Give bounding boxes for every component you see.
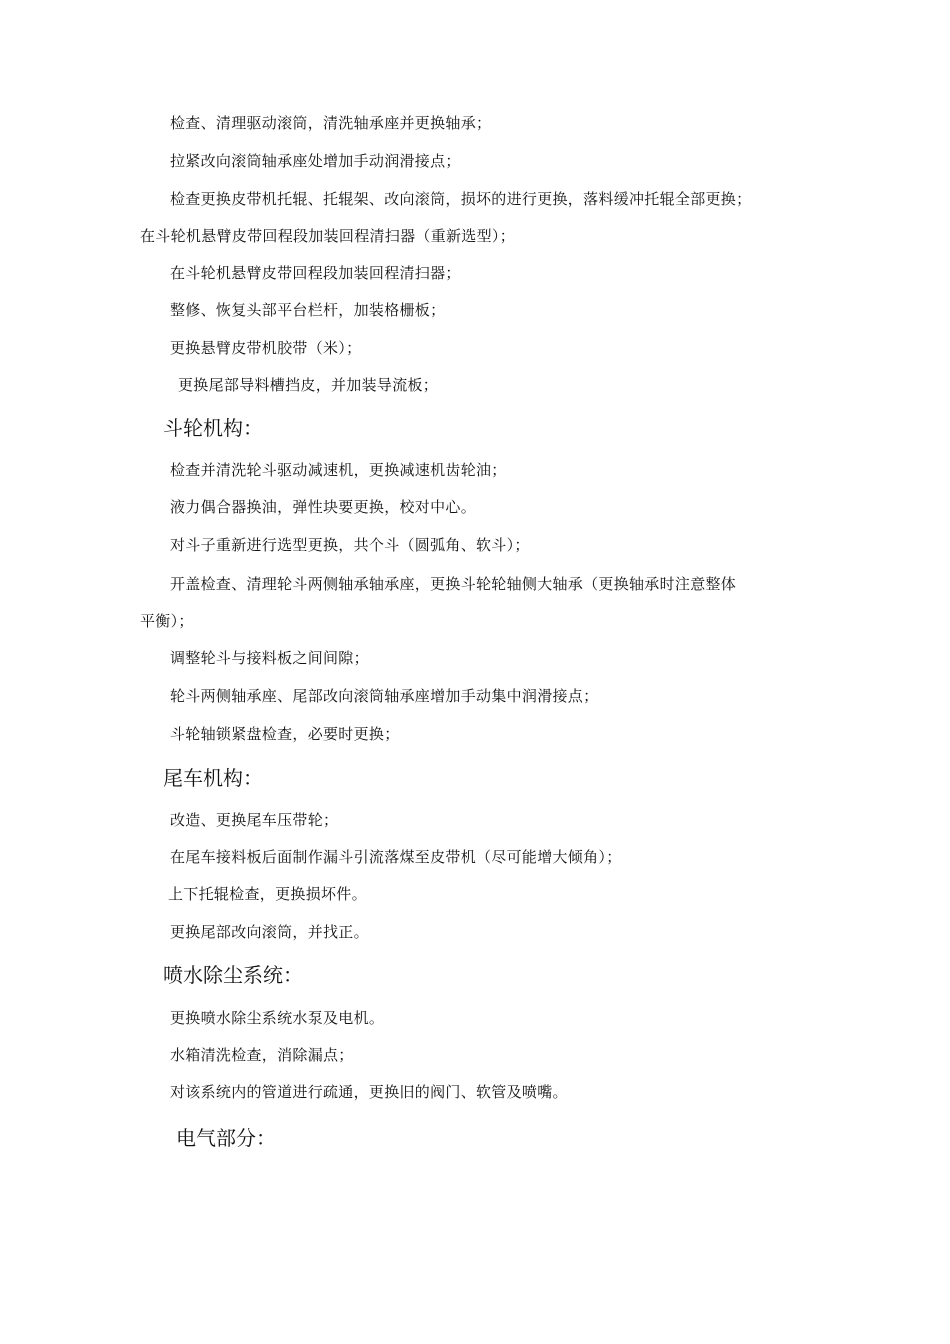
section-heading: 尾车机构： [163,766,263,790]
text-line: 检查、清理驱动滚筒，清洗轴承座并更换轴承； [170,114,492,132]
text-line: 更换悬臂皮带机胶带（米）； [170,339,362,357]
section-heading: 斗轮机构： [163,416,263,440]
text-line: 改造、更换尾车压带轮； [170,811,339,829]
text-line: 在斗轮机悬臂皮带回程段加装回程清扫器； [170,264,461,282]
text-line: 整修、恢复头部平台栏杆，加装格栅板； [170,301,446,319]
text-line: 在斗轮机悬臂皮带回程段加装回程清扫器（重新选型）； [140,227,516,245]
text-line: 开盖检查、清理轮斗两侧轴承轴承座，更换斗轮轮轴侧大轴承（更换轴承时注意整体 [170,575,737,593]
text-line: 轮斗两侧轴承座、尾部改向滚筒轴承座增加手动集中润滑接点； [170,687,599,705]
text-line: 液力偶合器换油，弹性块要更换，校对中心。 [170,498,477,516]
text-line: 在尾车接料板后面制作漏斗引流落煤至皮带机（尽可能增大倾角）； [170,848,622,866]
text-line: 更换尾部导料槽挡皮，并加装导流板； [178,376,439,394]
text-line: 上下托辊检查，更换损坏件。 [168,885,367,903]
text-line: 调整轮斗与接料板之间间隙； [170,649,369,667]
section-heading: 电气部分： [176,1126,276,1150]
text-line: 斗轮轴锁紧盘检查，必要时更换； [170,725,400,743]
text-line: 拉紧改向滚筒轴承座处增加手动润滑接点； [170,152,461,170]
text-line: 对斗子重新进行选型更换，共个斗（圆弧角、软斗）； [170,536,530,554]
text-line: 水箱清洗检查，消除漏点； [170,1046,354,1064]
text-line: 对该系统内的管道进行疏通，更换旧的阀门、软管及喷嘴。 [170,1083,568,1101]
text-line: 更换喷水除尘系统水泵及电机。 [170,1009,385,1027]
text-line: 检查更换皮带机托辊、托辊架、改向滚筒，损坏的进行更换，落料缓冲托辊全部更换； [170,190,752,208]
text-line: 平衡）； [140,612,194,630]
section-heading: 喷水除尘系统： [163,963,303,987]
text-line: 检查并清洗轮斗驱动减速机，更换减速机齿轮油； [170,461,507,479]
text-line: 更换尾部改向滚筒，并找正。 [170,923,369,941]
